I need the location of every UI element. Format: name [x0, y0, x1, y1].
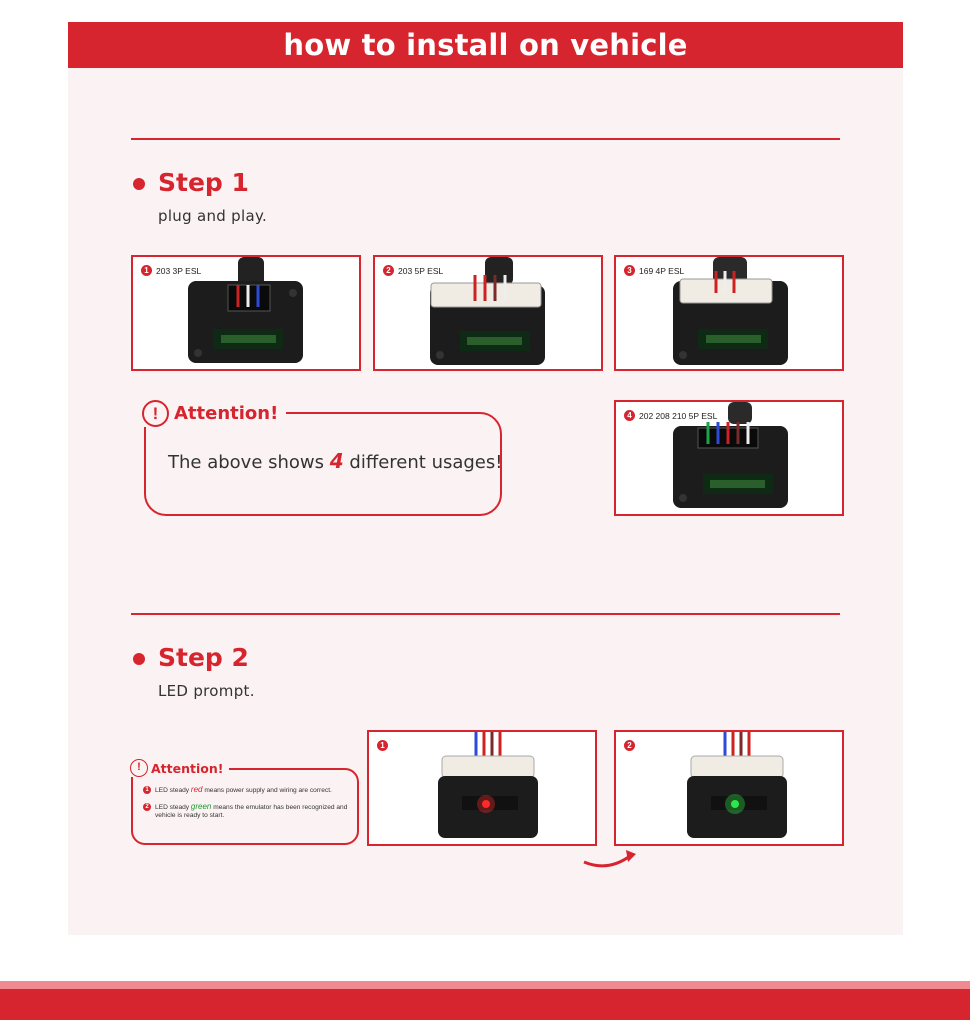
step2-subtitle: LED prompt. [158, 682, 255, 700]
number-badge: 3 [624, 265, 635, 276]
note-text-part: means the emulator has been recognized and vehicle is ready to start. [155, 804, 348, 819]
attention-text: The above shows [168, 452, 330, 473]
card-label [377, 740, 388, 751]
number-badge: 2 [624, 740, 635, 751]
attention-message [168, 449, 502, 473]
led-card [614, 730, 844, 846]
note-item [143, 803, 348, 820]
highlight-number: 4 [329, 449, 344, 473]
card-label-text: 203 5P ESL [398, 265, 444, 276]
usage-card [614, 255, 844, 371]
exclamation-icon: ! [130, 759, 148, 777]
number-badge: 1 [143, 786, 151, 794]
attention-header [130, 759, 229, 777]
emulator-device-image [183, 257, 313, 369]
note-text-part: LED steady [155, 787, 191, 794]
led-card [367, 730, 597, 846]
divider-rule [131, 138, 840, 140]
attention-text: different usages! [343, 452, 503, 473]
card-label-text: 169 4P ESL [639, 265, 685, 276]
note-text [155, 803, 348, 820]
emulator-green-led-image [683, 732, 793, 844]
page-banner: how to install on vehicle [68, 22, 903, 68]
step2-title: Step 2 [158, 643, 249, 672]
number-badge: 1 [141, 265, 152, 276]
exclamation-icon: ! [142, 400, 169, 427]
step-bullet [133, 178, 145, 190]
led-notes [143, 786, 348, 820]
divider-rule [131, 613, 840, 615]
note-text-part: means power supply and wiring are correct. [202, 787, 332, 794]
step-bullet [133, 653, 145, 665]
number-badge: 1 [377, 740, 388, 751]
usage-card [131, 255, 361, 371]
attention-title: Attention! [174, 403, 279, 424]
attention-header [142, 400, 286, 427]
emulator-device-image [668, 402, 798, 514]
number-badge: 2 [383, 265, 394, 276]
usage-card [614, 400, 844, 516]
emulator-device-image [668, 257, 798, 369]
number-badge: 2 [143, 803, 151, 811]
step1-title: Step 1 [158, 168, 249, 197]
red-word: red [190, 785, 203, 794]
emulator-device-image [425, 257, 555, 369]
card-label-text: 202 208 210 5P ESL [639, 410, 718, 421]
green-word: green [190, 802, 212, 811]
usage-card [373, 255, 603, 371]
curved-arrow-icon [580, 848, 640, 872]
note-text [155, 786, 332, 795]
step1-subtitle: plug and play. [158, 207, 268, 225]
card-label-text: 203 3P ESL [156, 265, 202, 276]
note-text-part: LED steady [155, 804, 191, 811]
emulator-red-led-image [434, 732, 544, 844]
attention-title: Attention! [151, 760, 224, 776]
number-badge: 4 [624, 410, 635, 421]
note-item [143, 786, 348, 795]
footer-stripe [0, 981, 970, 989]
card-label [624, 740, 635, 751]
footer-bar [0, 989, 970, 1020]
